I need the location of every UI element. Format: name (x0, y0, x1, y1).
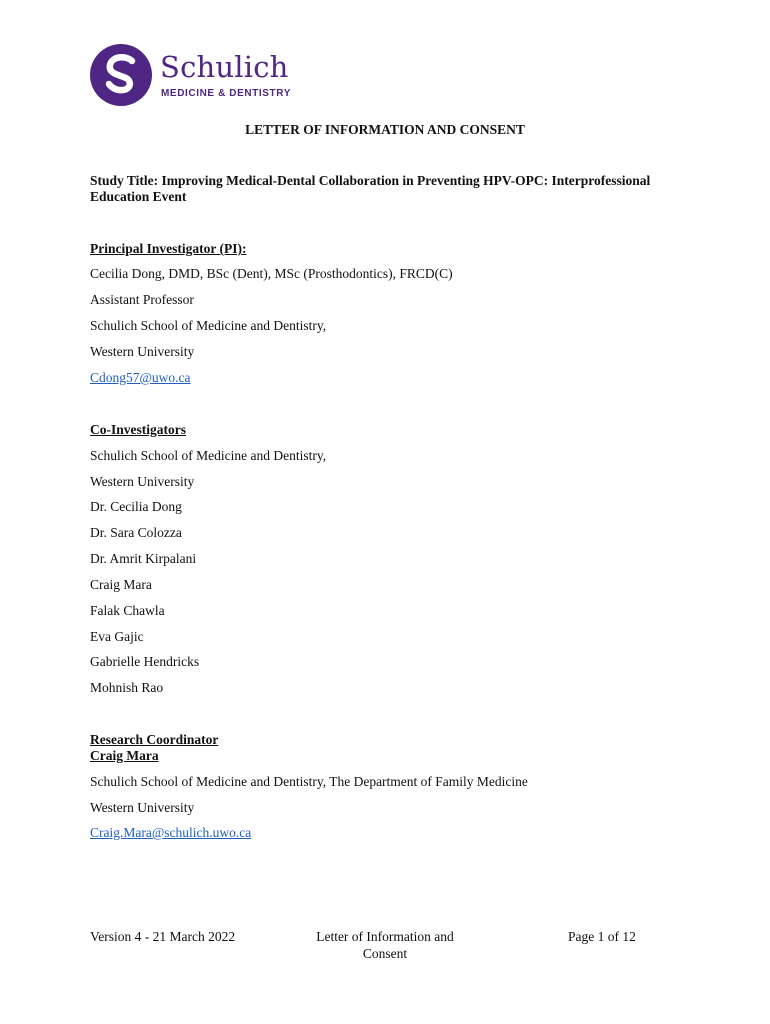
co-investigator-line: Falak Chawla (90, 603, 165, 618)
pi-line-credentials: Cecilia Dong, DMD, BSc (Dent), MSc (Prosthodontics), FRCD(C) (90, 266, 453, 281)
pi-section-title-wrap (90, 241, 690, 257)
co-investigator-line: Craig Mara (90, 577, 152, 592)
schulich-s-logo-icon (90, 44, 152, 106)
co-investigator-line: Dr. Sara Colozza (90, 525, 182, 540)
co-investigators-title: Co-Investigators (90, 422, 186, 437)
coordinator-line-department: Schulich School of Medicine and Dentistry, The Department of Family Medicine (90, 774, 528, 789)
coordinator-email-link[interactable]: Craig.Mara@schulich.uwo.ca (90, 825, 252, 840)
coordinator-name: Craig Mara (90, 748, 159, 763)
co-investigator-line: Gabrielle Hendricks (90, 654, 200, 669)
co-investigators-title-wrap (90, 422, 690, 438)
footer-version: Version 4 - 21 March 2022 (90, 929, 236, 944)
footer-page-number: Page 1 of 12 (568, 929, 636, 944)
logo-name: Schulich (160, 50, 289, 84)
coordinator-title-wrap (90, 732, 690, 764)
logo-subtitle: MEDICINE & DENTISTRY (161, 88, 291, 99)
co-investigator-line: Dr. Cecilia Dong (90, 499, 182, 514)
pi-line-position: Assistant Professor (90, 292, 194, 307)
study-title: Study Title: Improving Medical-Dental Collaboration in Preventing HPV-OPC: Interprofessional Education Event (90, 173, 651, 204)
pi-email-link[interactable]: Cdong57@uwo.ca (90, 370, 191, 385)
co-investigator-line: Dr. Amrit Kirpalani (90, 551, 197, 566)
schulich-logo (90, 44, 290, 108)
pi-line-school: Schulich School of Medicine and Dentistry, (90, 318, 327, 333)
pi-line-university: Western University (90, 344, 195, 359)
document-heading: LETTER OF INFORMATION AND CONSENT (245, 122, 525, 137)
co-investigator-line: Eva Gajic (90, 629, 144, 644)
co-investigator-line: Mohnish Rao (90, 680, 164, 695)
co-investigator-line: Schulich School of Medicine and Dentistry, (90, 448, 327, 463)
coordinator-line-university: Western University (90, 800, 195, 815)
co-investigator-line: Western University (90, 474, 195, 489)
footer-document-name: Letter of Information and Consent (316, 929, 454, 961)
pi-section-title: Principal Investigator (PI): (90, 241, 247, 256)
coordinator-title: Research Coordinator (90, 732, 219, 747)
